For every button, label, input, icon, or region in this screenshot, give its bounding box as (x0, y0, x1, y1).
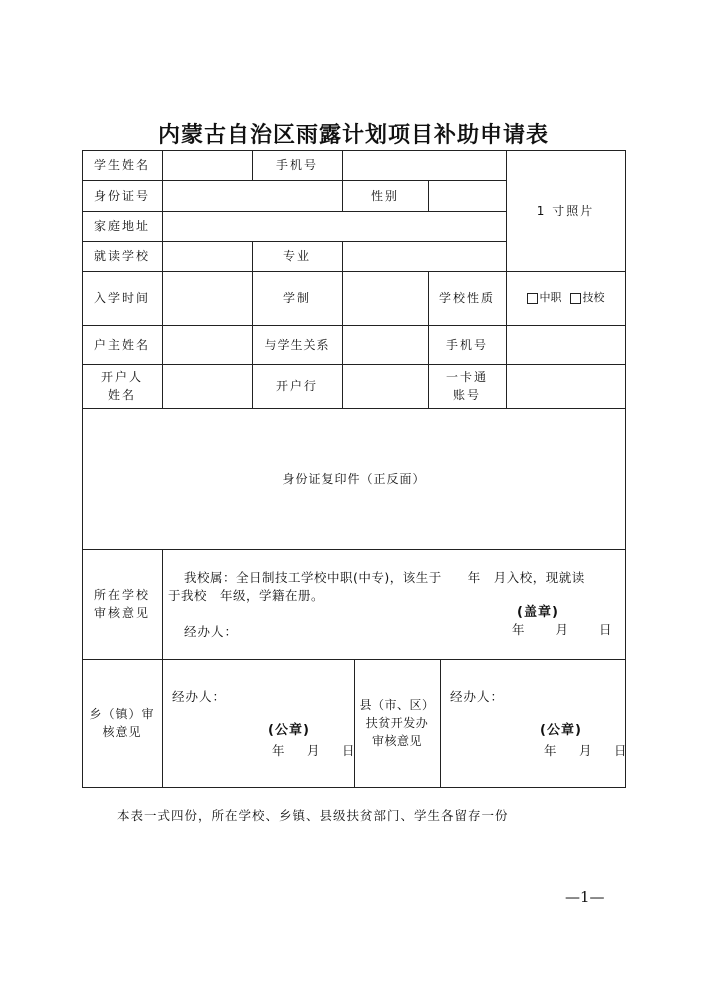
school-review-date: 年 月 日 (512, 622, 614, 637)
label-town-review-line1: 乡（镇）审 (89, 707, 155, 721)
label-town-review-line2: 核意见 (102, 725, 142, 739)
student-name-field[interactable] (162, 150, 252, 180)
label-card (428, 364, 506, 408)
label-householder-mobile: 手机号 (445, 337, 488, 352)
label-card-line1: 一卡通 (445, 370, 488, 384)
bank-field[interactable] (342, 364, 428, 408)
option-jixiao-label: 技校 (582, 291, 605, 304)
photo-box: 1 寸照片 (536, 203, 595, 218)
town-seal: (公章) (268, 723, 310, 738)
county-review-date: 年 月 日 (544, 743, 629, 758)
account-holder-field[interactable] (162, 364, 252, 408)
checkbox-jixiao[interactable] (570, 293, 581, 304)
major-field[interactable] (342, 241, 506, 271)
town-review-date: 年 月 日 (272, 743, 357, 758)
label-account-holder (82, 364, 162, 408)
label-school-review (82, 549, 162, 659)
relation-field[interactable] (342, 325, 428, 364)
card-account-field[interactable] (506, 364, 625, 408)
label-student-name: 学生姓名 (93, 158, 150, 172)
county-handler-label: 经办人： (450, 689, 505, 704)
label-mobile: 手机号 (275, 158, 318, 172)
county-seal: (公章) (540, 723, 582, 738)
label-enroll-time: 入学时间 (93, 291, 150, 305)
grid-line (440, 659, 441, 787)
label-school-review-line1: 所在学校 (93, 588, 150, 602)
option-zhongzhi-label: 中职 (539, 291, 562, 304)
grid-line (162, 549, 163, 660)
school-seal: (盖章) (517, 605, 559, 620)
label-home-address: 家庭地址 (93, 219, 150, 233)
grid-line (82, 549, 626, 550)
label-school: 就读学校 (93, 249, 150, 263)
householder-mobile-field[interactable] (506, 325, 625, 364)
label-school-review-line2: 审核意见 (93, 606, 150, 620)
label-county-review-line3: 审核意见 (371, 734, 422, 748)
label-id-number: 身份证号 (93, 188, 150, 203)
label-account-holder-line1: 开户人 (100, 370, 143, 384)
id-copy-area[interactable]: 身份证复印件（正反面） (282, 471, 426, 486)
label-relation: 与学生关系 (264, 337, 330, 352)
form-title: 内蒙古自治区雨露计划项目补助申请表 (157, 122, 549, 148)
school-field[interactable] (162, 241, 252, 271)
home-address-field[interactable] (162, 211, 506, 241)
label-account-holder-line2: 姓名 (107, 388, 136, 402)
label-gender: 性别 (370, 188, 399, 203)
footer-note: 本表一式四份，所在学校、乡镇、县级扶贫部门、学生各留存一份 (117, 808, 509, 823)
label-major: 专业 (282, 249, 311, 263)
label-card-line2: 账号 (452, 388, 481, 402)
table-border-bottom (82, 787, 626, 788)
gender-field[interactable] (428, 180, 506, 211)
id-number-field[interactable] (162, 180, 342, 211)
householder-name-field[interactable] (162, 325, 252, 364)
mobile-field[interactable] (342, 150, 506, 180)
page-number: —1— (565, 888, 605, 906)
label-county-review (354, 659, 440, 787)
town-handler-label: 经办人： (172, 689, 227, 704)
school-review-text-line2: 于我校 年级，学籍在册。 (168, 588, 325, 603)
school-handler-label: 经办人： (184, 624, 239, 639)
label-householder-name: 户主姓名 (93, 337, 150, 352)
label-county-review-line2: 扶贫开发办 (365, 716, 429, 730)
school-review-text-line1: 我校属：全日制技工学校中职(中专)，该生于 年 月入校，现就读 (184, 570, 585, 585)
checkbox-zhongzhi[interactable] (527, 293, 538, 304)
label-school-type: 学校性质 (438, 291, 495, 305)
enroll-time-field[interactable] (162, 271, 252, 325)
school-type-options (506, 271, 625, 325)
label-bank: 开户行 (275, 379, 318, 393)
label-county-review-line1: 县（市、区） (359, 698, 435, 712)
label-schooling: 学制 (282, 291, 311, 305)
label-town-review (82, 659, 162, 787)
schooling-field[interactable] (342, 271, 428, 325)
grid-line (162, 659, 163, 787)
